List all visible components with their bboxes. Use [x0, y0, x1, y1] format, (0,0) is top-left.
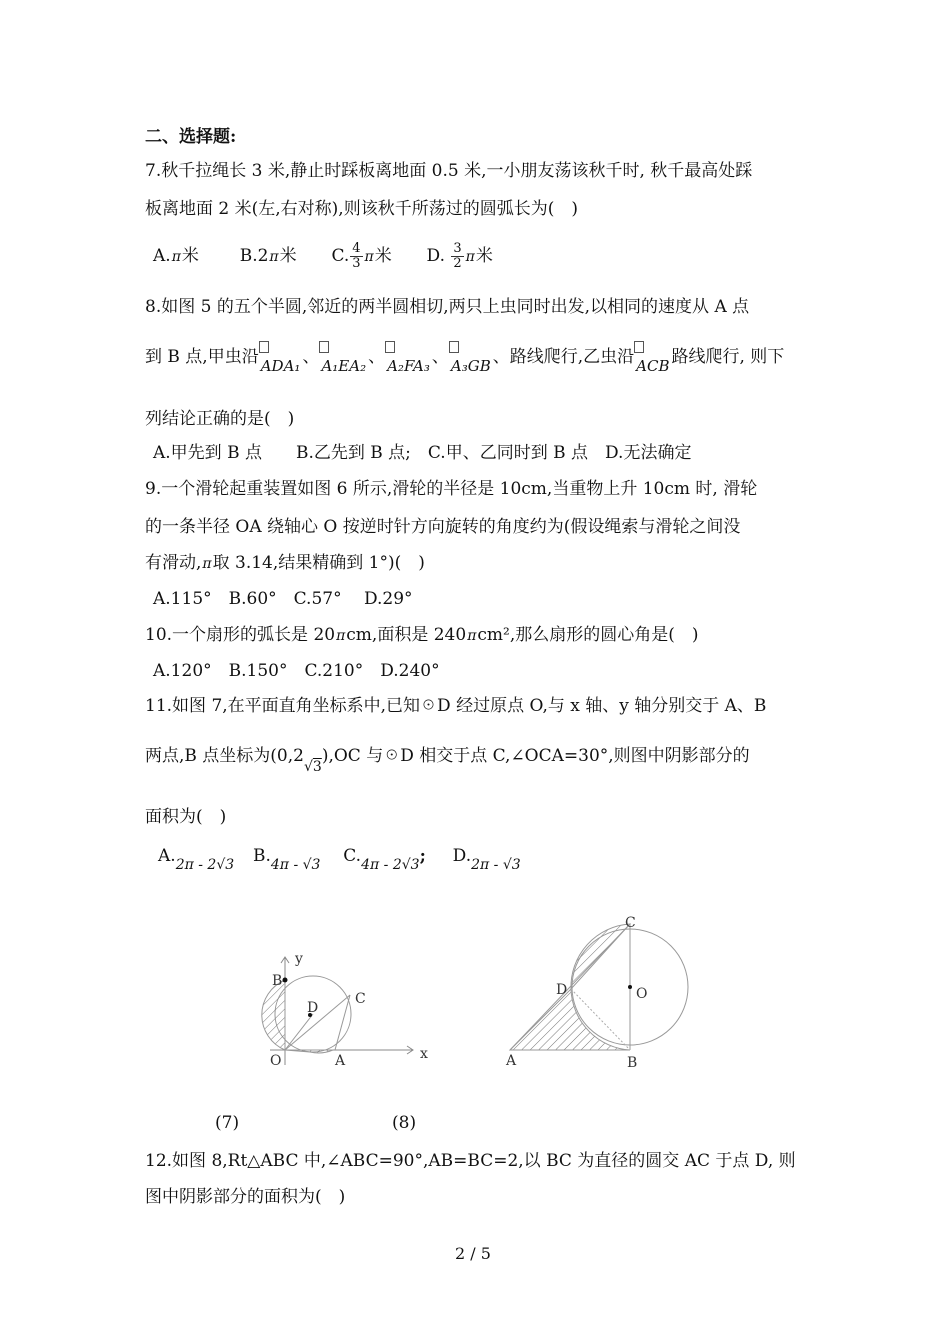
caption-fig7: (7)	[215, 1113, 240, 1133]
label-c: C	[355, 991, 366, 1007]
label-a8: A	[506, 1053, 517, 1069]
label-x: x	[420, 1046, 428, 1062]
q9-options: A.115° B.60° C.57° D.29°	[153, 589, 413, 609]
label-o8: O	[636, 986, 648, 1002]
figure-7	[255, 945, 445, 1080]
q9-line3: 有滑动,π取 3.14,结果精确到 1°)( )	[145, 553, 425, 573]
arc-a1ea2: A₁EA₂	[321, 355, 366, 377]
fraction-3-2: $\frac{3}{2}$	[453, 241, 462, 271]
page-number: 2 / 5	[455, 1244, 491, 1263]
q10-line1: 10.一个扇形的弧长是 20πcm,面积是 240πcm²,那么扇形的圆心角是( )	[145, 625, 699, 645]
label-b8: B	[627, 1055, 638, 1071]
caption-fig8: (8)	[392, 1113, 417, 1133]
q11-options: $A._{2\pi - 2√3}$ $B._{4\pi - √3}$ $C._{4\pi - 2√3}$; $D._{2\pi - √3}$	[158, 846, 521, 873]
q8-line2: 到 B 点,甲虫沿 ADA₁ 、 A₁EA₂ 、 A₂FA₃ 、 A₃GB 、路线爬行,乙虫沿 ACB 路线爬行, 则下	[145, 346, 784, 368]
q8-line3: 列结论正确的是( )	[145, 409, 295, 429]
section-title: 二、选择题:	[145, 127, 237, 147]
q8-options: A.甲先到 B 点 B.乙先到 B 点; C.甲、乙同时到 B 点 D.无法确定	[153, 443, 692, 463]
label-d: D	[307, 1000, 319, 1016]
label-y: y	[295, 951, 303, 967]
q10-options: A.120° B.150° C.210° D.240°	[153, 661, 440, 681]
arc-a2fa3: A₂FA₃	[387, 355, 430, 377]
label-o: O	[270, 1053, 282, 1069]
arc-ada1: ADA₁	[261, 355, 301, 377]
q7-line2: 板离地面 2 米(左,右对称),则该秋千所荡过的圆弧长为( )	[145, 199, 578, 219]
shaded-region-bottom	[285, 1050, 333, 1053]
q11-line1: 11.如图 7,在平面直角坐标系中,已知☉D 经过原点 O,与 x 轴、y 轴分别交于 A、B	[145, 696, 767, 716]
arc-acb: ACB	[636, 355, 669, 377]
q12-line2: 图中阴影部分的面积为( )	[145, 1187, 346, 1207]
shaded-region-left	[262, 980, 285, 1050]
label-a: A	[335, 1053, 346, 1069]
q12-line1: 12.如图 8,Rt△ABC 中,∠ABC=90°,AB=BC=2,以 BC 为直径的圆交 AC 于点 D, 则	[145, 1151, 796, 1171]
q9-line2: 的一条半径 OA 绕轴心 O 按逆时针方向旋转的角度约为(假设绳索与滑轮之间没	[145, 517, 741, 537]
figure-8	[500, 910, 695, 1075]
q11-line3: 面积为( )	[145, 807, 227, 827]
q8-line1: 8.如图 5 的五个半圆,邻近的两半圆相切,两只上虫同时出发,以相同的速度从 A 点	[145, 297, 750, 317]
label-c8: C	[625, 915, 636, 931]
arc-a3gb: A₃GB	[451, 355, 491, 377]
q7-line1: 7.秋千拉绳长 3 米,静止时踩板离地面 0.5 米,一小朋友荡该秋千时, 秋千最高处踩	[145, 161, 753, 181]
q9-line1: 9.一个滑轮起重装置如图 6 所示,滑轮的半径是 10cm,当重物上升 10cm 时, 滑轮	[145, 479, 758, 499]
sqrt-3: √3	[303, 759, 322, 775]
q11-line2: 两点,B 点坐标为$(0,2_{√3}),OC$ 与☉D 相交于点 C,∠OCA=30°,则图中阴影部分的	[145, 746, 750, 775]
q7-options: A.π米 B.2π米 C. $\frac{4}{3}$ π米 D. $\frac{3}{2}$ π米	[153, 241, 493, 271]
label-b: B	[272, 973, 283, 989]
shaded-region-lower	[510, 989, 630, 1050]
fraction-4-3: $\frac{4}{3}$	[352, 241, 361, 271]
label-d8: D	[556, 982, 568, 998]
